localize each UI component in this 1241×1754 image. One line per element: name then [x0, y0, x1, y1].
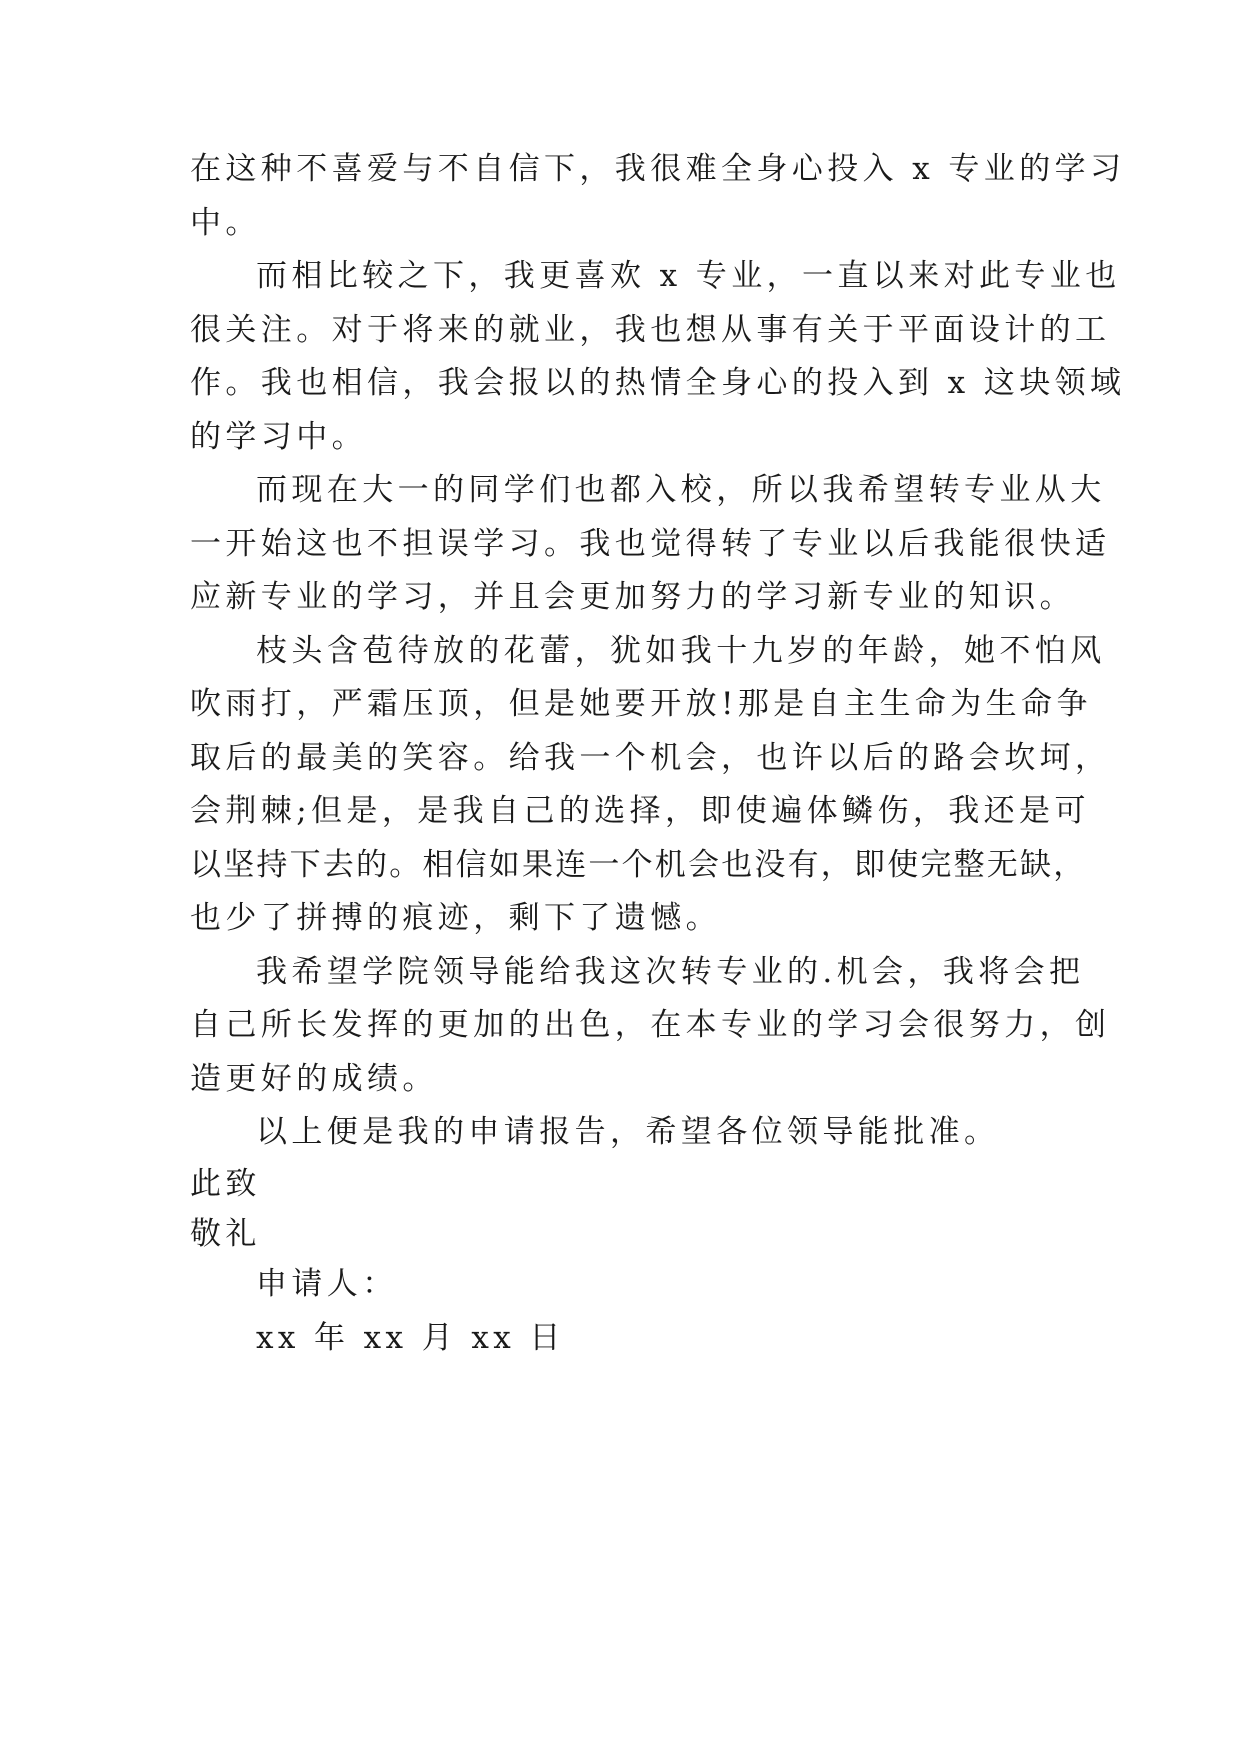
applicant-label: 申请人：	[256, 1266, 398, 1302]
text-line: 我希望学院领导能给我这次转专业的.机会，我将会把	[256, 954, 1085, 990]
text-line: 也少了拼搏的痕迹，剩下了遗憾。	[190, 900, 721, 936]
text-line: 一开始这也不担误学习。我也觉得转了专业以后我能很快适	[190, 526, 1111, 562]
salutation-jing-li: 敬礼	[190, 1216, 261, 1252]
text-line: 很关注。对于将来的就业，我也想从事有关于平面设计的工	[190, 312, 1111, 348]
text-line: 枝头含苞待放的花蕾，犹如我十九岁的年龄，她不怕风	[256, 633, 1106, 669]
text-line: 应新专业的学习，并且会更加努力的学习新专业的知识。	[190, 579, 1075, 615]
text-line: 作。我也相信，我会报以的热情全身心的投入到 x 这块领域	[190, 365, 1126, 401]
text-line: 吹雨打，严霜压顶，但是她要开放!那是自主生命为生命争	[190, 686, 1092, 722]
text-line: 取后的最美的笑容。给我一个机会，也许以后的路会坎坷，	[190, 740, 1111, 776]
date-line: xx 年 xx 月 xx 日	[256, 1320, 565, 1356]
text-line: 在这种不喜爱与不自信下，我很难全身心投入 x 专业的学习	[190, 151, 1126, 187]
text-line: 而相比较之下，我更喜欢 x 专业，一直以来对此专业也	[256, 258, 1121, 294]
text-line: 而现在大一的同学们也都入校，所以我希望转专业从大	[256, 472, 1106, 508]
salutation-ci-zhi: 此致	[190, 1166, 261, 1202]
text-line: 会荆棘;但是，是我自己的选择，即使遍体鳞伤，我还是可	[190, 793, 1090, 829]
text-line: 的学习中。	[190, 419, 367, 455]
text-line: 以坚持下去的。相信如果连一个机会也没有，即使完整无缺，	[190, 847, 1087, 883]
text-line: 自己所长发挥的更加的出色，在本专业的学习会很努力，创	[190, 1007, 1111, 1043]
text-line: 造更好的成绩。	[190, 1061, 438, 1097]
text-line: 以上便是我的申请报告，希望各位领导能批准。	[256, 1114, 1000, 1150]
text-line: 中。	[190, 205, 261, 241]
